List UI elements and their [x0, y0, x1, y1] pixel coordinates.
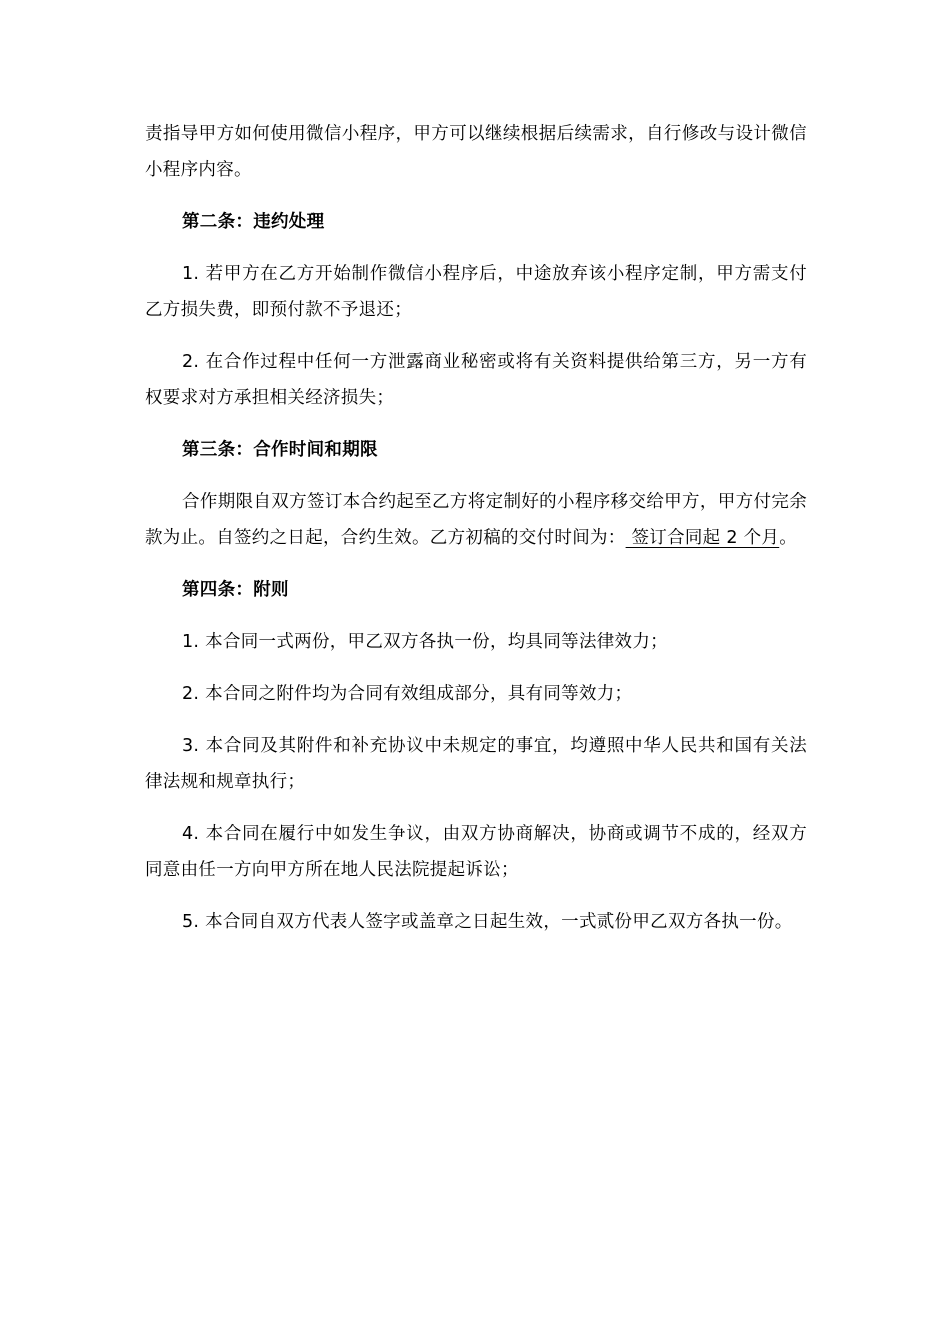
article-3-body-suffix: 。	[779, 528, 798, 548]
article-3-body-prefix: 合作期限自双方签订本合约起至乙方将定制好的小程序移交给甲方，甲方付完余款为止。自签约之日起，合约生效。乙方初稿的交付时间为：	[145, 492, 807, 548]
article-4-item-5: 5. 本合同自双方代表人签字或盖章之日起生效，一式贰份甲乙双方各执一份。	[182, 912, 793, 932]
article-4-item-3: 3. 本合同及其附件和补充协议中未规定的事宜，均遵照中华人民共和国有关法律法规和规章执行；	[145, 736, 807, 792]
delivery-time: 签订合同起 2 个月	[625, 528, 780, 548]
article-2-item-1: 1. 若甲方在乙方开始制作微信小程序后，中途放弃该小程序定制，甲方需支付乙方损失费，即预付款不予退还；	[145, 264, 807, 320]
document-body	[145, 116, 807, 956]
article-4-item-4: 4. 本合同在履行中如发生争议，由双方协商解决，协商或调节不成的，经双方同意由任一方向甲方所在地人民法院提起诉讼；	[145, 824, 807, 880]
article-2-item-2: 2. 在合作过程中任何一方泄露商业秘密或将有关资料提供给第三方，另一方有权要求对方承担相关经济损失；	[145, 352, 807, 408]
article-3-heading: 第三条：合作时间和期限	[182, 440, 378, 460]
article-2-heading: 第二条：违约处理	[182, 212, 325, 232]
article-4-item-2: 2. 本合同之附件均为合同有效组成部分，具有同等效力；	[182, 684, 633, 704]
intro-paragraph: 责指导甲方如何使用微信小程序，甲方可以继续根据后续需求，自行修改与设计微信小程序内容。	[145, 124, 807, 180]
article-3-paragraph	[145, 484, 807, 556]
article-4-item-1: 1. 本合同一式两份，甲乙双方各执一份，均具同等法律效力；	[182, 632, 668, 652]
article-4-heading: 第四条：附则	[182, 580, 289, 600]
